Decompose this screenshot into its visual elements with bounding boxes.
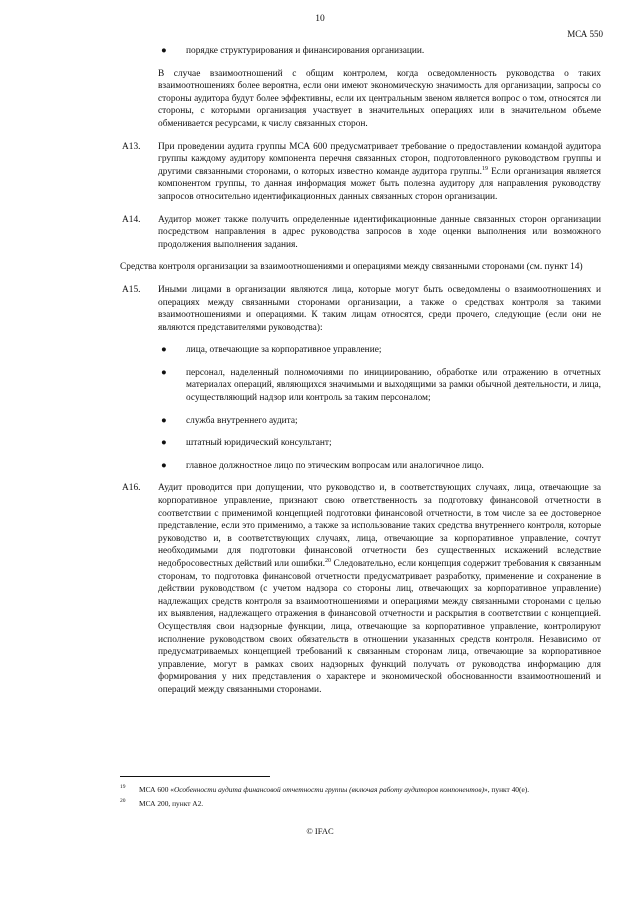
paragraph-text-continued: Следовательно, если концепция содержит требования к связанным сторонам, то подготовка финансовой отчетности предусматривает разработку, применение и сохранение в действии руководством (с учетом надзора со стороны лиц, отвечающих за корпоративное управление) надлежащих средств контроля за взаимоотношениями и операциями между связанными сторонами с целью их выявления, надлежащего отражения в финансовой отчетности и раскрытия в соответствии с концепцией. Осуществляя свои надзорные функции, лица, отвечающие за корпоративное управление, контролируют исполнение руководством своих обязательств в отношении указанных средств контроля. Независимо от предусматриваемых концепцией требований к связанным сторонам лица, отвечающие за корпоративное управление, могут в рамках своих надзорных функций получать от руководства информацию для формирования у них представления о характере и экономической обоснованности взаимоотношений и операций между связанными сторонами. [158,559,601,695]
paragraph-a16 [120,482,601,696]
paragraph-text: Иными лицами в организации являются лица, которые могут быть осведомлены о взаимоотношениях и операциях между связанными сторонами организации, а также о средствах контроля за такими взаимоотношениями и операциями. К таким лицам относятся, среди прочего, следующие (если они не являются представителями руководства): [158,284,601,333]
bullet-icon: ● [161,367,167,378]
paragraph-a15 [120,284,601,334]
paragraph-a13 [120,141,601,204]
page-number: 10 [315,14,325,24]
document-body [120,45,601,707]
list-item [120,344,601,357]
bullet-icon: ● [161,415,167,426]
list-item [120,367,601,405]
bullet-icon: ● [161,46,167,56]
paragraph-text: Аудитор может также получить определенные идентификационные данные связанных сторон организации посредством направления в адрес руководства запросов в ходе оценки выполнения или возможного продолжения выполнения задания. [158,214,601,250]
list-item [120,437,601,450]
paragraph-text: Аудит проводится при допущении, что руководство и, в соответствующих случаях, лица, отвечающие за корпоративное управление, признают свою ответственность за подготовку финансовой отчетности в соответствии с применимой концепцией подготовки финансовой отчетности, в том числе за ее достоверное представление, если это применимо, а также за использование таких средства внутреннего контроля, которые руководство и, в соответствующих случаях, лица, отвечающие за корпоративное управление, сочтут необходимыми для подготовки финансовой отчетности без существенных искажений вследствие недобросовестных действий или ошибки. [158,483,601,569]
list-item [120,460,601,473]
footnote-divider [120,776,270,777]
footnote-title: Особенности аудита финансовой отчетности группы (включая работу аудиторов компонентов) [173,785,485,794]
footnote-number: 19 [120,784,126,790]
section-heading: Средства контроля организации за взаимоотношениями и операциями между связанными сторонами (см. пункт 14) [120,262,583,273]
paragraph-number: A14. [122,214,141,225]
footnote-20 [120,798,601,809]
top-bullet-item [120,45,601,58]
paragraph-number: A16. [122,483,141,494]
list-item [120,415,601,428]
footnote-number: 20 [120,798,126,804]
paragraph-a14 [120,214,601,252]
footnote-ref: 20 [325,557,332,564]
footer-copyright: © IFAC [306,826,334,836]
footnote-ref: 19 [481,165,488,172]
list-item-text: персонал, наделенный полномочиями по инициированию, обработке или отражению в отчетных материалах операций, являющихся значимыми и выходящими за рамки обычной деятельности, и лица, осуществляющий надзор или контроль за таким персоналом; [186,367,601,404]
list-item-text: служба внутреннего аудита; [186,415,298,426]
paragraph-text: При проведении аудита группы МСА 600 предусматривает требование о предоставлении командой аудитора группы каждому аудитору компонента перечня связанных сторон, подготовленного руководством группы и другими связанными сторонами, о которых известно команде аудитора группы. [158,141,601,177]
document-code: МСА 550 [567,29,603,39]
footnote-prefix: МСА 600 « [139,785,174,794]
bullet-icon: ● [161,460,167,471]
bullet-icon: ● [161,345,167,356]
paragraph-text-continued: Если организация является компонентом группы, то данная информация может быть полезна аудитору для направления руководству запросов относительно идентификационных данных связанных сторон организации. [158,166,601,202]
list-item-text: главное должностное лицо по этическим вопросам или аналогичное лицо. [186,460,484,471]
paragraph-number: A13. [122,141,141,152]
intro-paragraph: В случае взаимоотношений с общим контролем, когда осведомленность руководства о таких взаимоотношениях более вероятна, если они имеют экономическую значимость для организации, запросы со стороны аудитора будут более эффективны, если их центральным звеном является вопрос о том, относятся ли стороны, с которыми организация участвует в значительных операциях или в значительном объеме обменивается ресурсами, к числу связанных сторон. [158,68,601,129]
bullet-icon: ● [161,438,167,449]
bullet-text: порядке структурирования и финансирования организации. [186,46,425,56]
footnotes [120,784,601,812]
list-item-text: лица, отвечающие за корпоративное управление; [186,345,382,356]
list-item-text: штатный юридический консультант; [186,438,332,449]
footnote-suffix: », пункт 40(e). [484,785,530,794]
footnote-text: МСА 200, пункт A2. [139,799,204,808]
paragraph-number: A15. [122,284,141,295]
footnote-19 [120,784,601,795]
